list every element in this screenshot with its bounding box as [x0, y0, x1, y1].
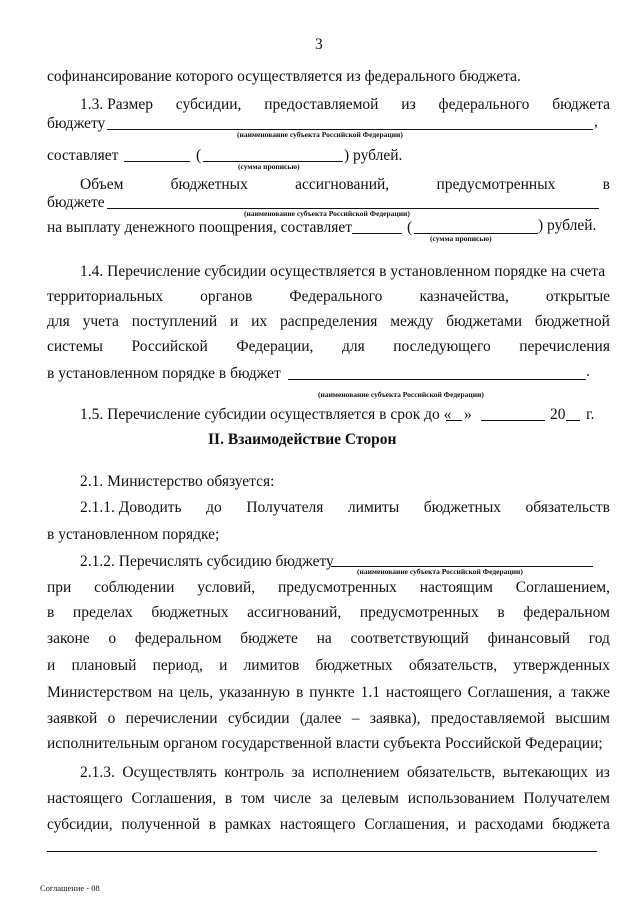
word: соблюдении [94, 579, 175, 596]
caption-subject-name-3: (наименование субъекта Российской Федерации) [318, 390, 484, 399]
word: контроль [224, 764, 285, 781]
word: Получателем [523, 790, 610, 807]
payment-label: на выплату денежного поощрения, составляет [47, 219, 352, 236]
word: и [47, 657, 56, 674]
word: лимитов [243, 657, 300, 674]
page-number: 3 [315, 36, 323, 53]
word: на [316, 630, 332, 647]
word: законе [47, 630, 90, 647]
footer-text: Соглашение - 08 [40, 883, 100, 893]
word: использованием [407, 790, 515, 807]
year-prefix: 20 [550, 406, 566, 423]
word: цель, [179, 684, 214, 701]
fill-line-day [446, 420, 462, 421]
word: за [291, 764, 305, 781]
clause-2-1-3-line-3 [47, 816, 610, 834]
clause-2-1-2-line-5 [47, 657, 610, 675]
word: казначейства, [419, 288, 509, 305]
word: в [224, 790, 233, 807]
year-abbr: г. [586, 406, 595, 423]
clause-2-1-2: 2.1.2. Перечислять субсидию бюджету [80, 553, 334, 570]
word: субсидии, [175, 96, 242, 113]
word: предусмотренных [436, 176, 556, 193]
fill-line-year [566, 420, 580, 421]
word: том [240, 790, 265, 807]
clause-1-4-line-5: в установленном порядке в бюджет [47, 365, 281, 382]
word: предоставляемой [264, 96, 379, 113]
word: обязательств [525, 499, 610, 516]
caption-subject-name: (наименование субъекта Российской Федерации) [237, 130, 403, 139]
rubles-label: ) рублей. [344, 147, 403, 164]
word: о [108, 630, 117, 647]
word: распределения [280, 313, 378, 330]
clause-1-3-line [80, 96, 610, 114]
word: в [295, 684, 304, 701]
word: 1.3. Размер [80, 96, 153, 113]
section-title: II. Взаимодействие Сторон [208, 431, 397, 448]
clause-1-4-line-3 [47, 313, 610, 331]
word: их [251, 313, 268, 330]
word: и [230, 313, 239, 330]
word: указанную [219, 684, 290, 701]
word: последующего [393, 338, 491, 355]
word: вытекающих [502, 764, 588, 781]
word: настоящего [47, 790, 123, 807]
word: год [588, 630, 610, 647]
word: обязательств, [408, 657, 498, 674]
word: Министерством [47, 684, 153, 701]
word: предусмотренных [277, 579, 397, 596]
clause-1-5-a: 1.5. Перечисление субсидии осуществляется в срок до « [80, 406, 452, 423]
caption-sum-words-2: (сумма прописью) [430, 234, 492, 243]
word: бюджетных [423, 499, 501, 516]
clause-2-1-2-line-8: исполнительным органом государственной власти субъекта Российской Федерации; [47, 735, 603, 752]
word: плановый [71, 657, 137, 674]
word: в [47, 604, 55, 621]
word: полученной [121, 816, 200, 833]
word: из [595, 764, 610, 781]
word: органов [200, 288, 253, 305]
word: в [602, 176, 610, 193]
word: (далее [299, 710, 342, 727]
paragraph-line: софинансирование которого осуществляется из федерального бюджета. [47, 68, 521, 85]
word: лимиты [347, 499, 400, 516]
word: Российской [131, 338, 208, 355]
clause-2-1: 2.1. Министерство обязуется: [80, 473, 275, 490]
word: при [47, 579, 72, 596]
word: в [497, 604, 505, 621]
caption-sum-words: (сумма прописью) [238, 162, 300, 171]
word: предоставляемой [430, 710, 546, 727]
budget-label-2: бюджете [47, 194, 105, 211]
word: Осуществлять [122, 764, 217, 781]
word: а [558, 684, 566, 701]
word: целевым [341, 790, 399, 807]
clause-2-1-1-line-2: в установленном порядке; [47, 526, 220, 543]
caption-subject-name-4: (наименование субъекта Российской Федерации) [357, 567, 523, 576]
word: из [401, 96, 416, 113]
word: субсидии, [47, 816, 113, 833]
fill-line-payment [352, 233, 402, 234]
word: бюджетных [151, 604, 229, 621]
clause-2-1-2-line-6 [47, 684, 610, 702]
clause-2-1-3-line-1 [80, 764, 610, 782]
word: учета [82, 313, 119, 330]
word: бюджете [240, 630, 298, 647]
word: 2.1.1. Доводить [80, 499, 182, 516]
word: Федерации, [236, 338, 314, 355]
word: 1.1 [360, 684, 380, 701]
word: Соглашения, [364, 816, 450, 833]
word: бюджетной [534, 313, 610, 330]
word: заявкой [47, 710, 98, 727]
rubles-label-2: ) рублей. [538, 217, 597, 234]
word: Федерального [289, 288, 383, 305]
word: открытые [545, 288, 610, 305]
word: заявка), [369, 710, 421, 727]
word: системы [47, 338, 103, 355]
word: Соглашения, [467, 684, 553, 701]
clause-2-1-2-line-4 [47, 630, 610, 648]
word: высшим [555, 710, 610, 727]
word: числе [273, 790, 312, 807]
word: Соглашением, [515, 579, 610, 596]
word: за [319, 790, 333, 807]
clause-2-1-2-line-2 [47, 579, 610, 597]
clause-volume-line [80, 176, 610, 194]
period: . [586, 363, 590, 380]
word: перечисления [519, 338, 610, 355]
budget-label: бюджету [47, 115, 106, 132]
clause-2-1-2-line-3 [47, 604, 610, 622]
quote-close: » [464, 406, 472, 423]
word: федерального [438, 96, 530, 113]
word: бюджетами [446, 313, 523, 330]
amount-label: составляет [47, 147, 119, 164]
word: поступлений [131, 313, 218, 330]
word: пределах [72, 604, 133, 621]
word: в [208, 816, 217, 833]
word: Соглашения, [131, 790, 217, 807]
word: условий, [197, 579, 256, 596]
word: пункте [309, 684, 355, 701]
clause-1-4-line-2 [47, 288, 610, 306]
word: о [107, 710, 116, 727]
word: бюджета [552, 96, 610, 113]
footer-divider [47, 851, 597, 852]
fill-line-month [481, 420, 545, 421]
word: ассигнований, [247, 604, 342, 621]
word: и [219, 657, 228, 674]
word: Объем [80, 176, 124, 193]
word: период, [152, 657, 203, 674]
word: обязательств, [406, 764, 496, 781]
word: соответствующий [350, 630, 469, 647]
word: бюджетных [315, 657, 393, 674]
word: расходами [474, 816, 544, 833]
word: на [158, 684, 174, 701]
fill-line-amount [124, 161, 190, 162]
clause-2-1-3-line-2 [47, 790, 610, 808]
word: ассигнований, [295, 176, 390, 193]
word: федеральном [523, 604, 610, 621]
word: бюджета [552, 816, 610, 833]
word: федеральном [134, 630, 222, 647]
word: настоящего [385, 684, 462, 701]
word: для [341, 338, 365, 355]
word: исполнением [312, 764, 400, 781]
word: утвержденных [513, 657, 610, 674]
open-paren: ( [196, 147, 202, 164]
clause-2-1-2-line-7 [47, 710, 610, 728]
word: настоящего [279, 816, 356, 833]
word: – [351, 710, 360, 727]
clause-1-4-first: 1.4. Перечисление субсидии осуществляется в установленном порядке на счета [80, 263, 606, 280]
caption-subject-name-2: (наименование субъекта Российской Федерации) [244, 209, 410, 218]
word: Получателя [246, 499, 324, 516]
fill-line-subject-3 [288, 379, 586, 380]
word: до [206, 499, 222, 516]
word: бюджетных [170, 176, 248, 193]
word: между [390, 313, 434, 330]
word: предусмотренных [359, 604, 479, 621]
word: настоящим [419, 579, 493, 596]
word: субсидии [227, 710, 290, 727]
word: территориальных [47, 288, 164, 305]
comma: , [594, 113, 598, 130]
clause-1-4-line-4 [47, 338, 610, 356]
word: перечислении [125, 710, 218, 727]
word: финансовый [487, 630, 571, 647]
word: также [571, 684, 610, 701]
word: рамках [224, 816, 272, 833]
word: для [47, 313, 70, 330]
clause-2-1-1 [80, 499, 610, 517]
open-paren-2: ( [407, 219, 413, 236]
word: и [457, 816, 467, 833]
word: 2.1.3. [80, 764, 115, 781]
